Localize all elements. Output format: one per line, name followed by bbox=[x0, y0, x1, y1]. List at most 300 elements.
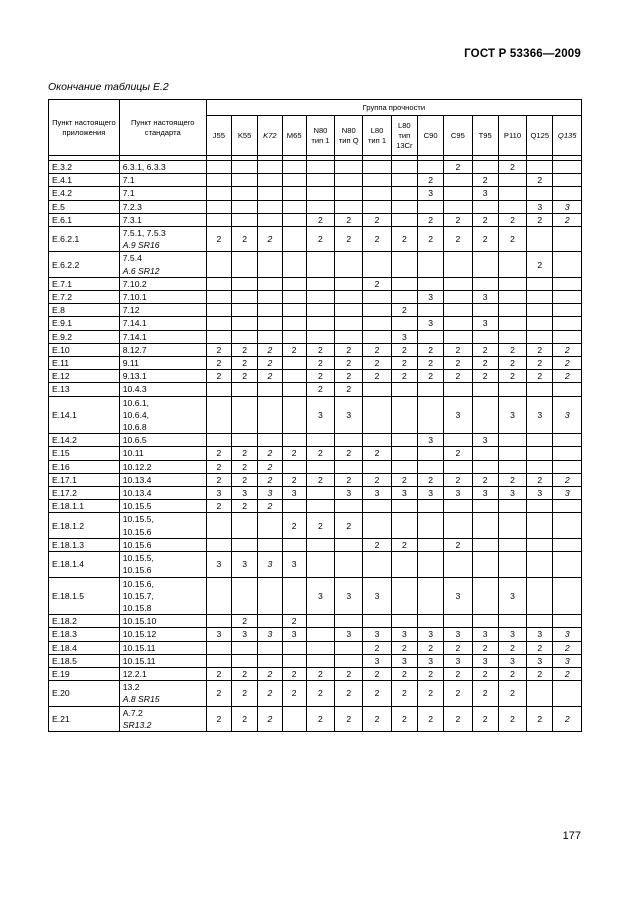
requirement-cell bbox=[527, 538, 553, 551]
standard-clause-line: 8.12.7 bbox=[122, 344, 147, 355]
requirement-cell bbox=[498, 500, 526, 513]
standard-clause bbox=[119, 641, 206, 654]
appendix-clause: E.18.1.4 bbox=[49, 552, 120, 577]
requirement-cell bbox=[363, 513, 391, 538]
standard-clause-line: 7.2.3 bbox=[122, 201, 142, 212]
appendix-clause: E.16 bbox=[49, 460, 120, 473]
requirement-cell bbox=[206, 200, 231, 213]
requirement-cell: 3 bbox=[417, 317, 443, 330]
requirement-cell: 2 bbox=[206, 447, 231, 460]
requirement-cell bbox=[444, 460, 472, 473]
requirement-cell bbox=[391, 460, 417, 473]
requirement-cell bbox=[527, 330, 553, 343]
grade-header: K55 bbox=[231, 116, 257, 156]
requirement-cell: 2 bbox=[527, 641, 553, 654]
requirement-cell: 3 bbox=[335, 628, 363, 641]
requirement-cell: 2 bbox=[498, 370, 526, 383]
table-row bbox=[49, 681, 582, 706]
standard-clause bbox=[119, 304, 206, 317]
requirement-cell bbox=[553, 291, 582, 304]
requirement-cell bbox=[282, 538, 306, 551]
standard-clause-line: 10.6.4, bbox=[122, 409, 150, 420]
requirement-cell bbox=[363, 161, 391, 174]
requirement-cell bbox=[391, 200, 417, 213]
requirement-cell: 2 bbox=[306, 383, 334, 396]
requirement-cell bbox=[472, 277, 498, 290]
requirement-cell bbox=[282, 500, 306, 513]
standard-clause bbox=[119, 330, 206, 343]
requirement-cell bbox=[282, 396, 306, 434]
requirement-cell: 2 bbox=[363, 447, 391, 460]
requirement-cell: 2 bbox=[444, 213, 472, 226]
appendix-clause: E.11 bbox=[49, 357, 120, 370]
standard-clause-line: 10.6.1, bbox=[122, 397, 150, 408]
appendix-clause: E.8 bbox=[49, 304, 120, 317]
requirement-cell: 2 bbox=[444, 343, 472, 356]
requirement-cell: 2 bbox=[417, 357, 443, 370]
requirement-cell: 2 bbox=[335, 343, 363, 356]
requirement-cell: 2 bbox=[363, 357, 391, 370]
requirement-cell: 2 bbox=[363, 641, 391, 654]
grade-header: Q135 bbox=[553, 116, 582, 156]
requirement-cell bbox=[527, 681, 553, 706]
appendix-clause: E.3.2 bbox=[49, 161, 120, 174]
requirement-cell: 2 bbox=[306, 370, 334, 383]
requirement-cell: 2 bbox=[231, 227, 257, 252]
appendix-clause: E.7.1 bbox=[49, 277, 120, 290]
requirement-cell bbox=[391, 174, 417, 187]
requirement-cell bbox=[527, 277, 553, 290]
requirement-cell: 2 bbox=[206, 500, 231, 513]
requirement-cell bbox=[527, 161, 553, 174]
requirement-cell: 2 bbox=[498, 227, 526, 252]
standard-clause-line: 9.13.1 bbox=[122, 371, 147, 382]
table-row bbox=[49, 447, 582, 460]
requirement-cell: 2 bbox=[206, 357, 231, 370]
requirement-cell bbox=[282, 252, 306, 277]
requirement-cell: 2 bbox=[553, 213, 582, 226]
table-row bbox=[49, 357, 582, 370]
requirement-cell: 2 bbox=[527, 667, 553, 680]
requirement-cell bbox=[306, 252, 334, 277]
requirement-cell: 2 bbox=[306, 706, 334, 731]
requirement-cell bbox=[231, 161, 257, 174]
requirement-cell bbox=[472, 577, 498, 615]
requirement-cell bbox=[282, 291, 306, 304]
requirement-cell: 2 bbox=[335, 447, 363, 460]
requirement-cell: 3 bbox=[417, 628, 443, 641]
requirement-cell: 2 bbox=[306, 343, 334, 356]
requirement-cell bbox=[231, 291, 257, 304]
requirement-cell: 3 bbox=[258, 628, 282, 641]
requirement-cell bbox=[553, 681, 582, 706]
requirement-cell bbox=[391, 252, 417, 277]
table-row bbox=[49, 473, 582, 486]
requirement-cell bbox=[258, 200, 282, 213]
requirement-cell: 2 bbox=[282, 615, 306, 628]
requirement-cell: 2 bbox=[258, 667, 282, 680]
requirement-cell bbox=[335, 500, 363, 513]
requirement-cell bbox=[444, 330, 472, 343]
requirement-cell: 2 bbox=[417, 473, 443, 486]
requirement-cell: 3 bbox=[282, 487, 306, 500]
requirement-cell: 2 bbox=[444, 357, 472, 370]
requirement-cell: 3 bbox=[391, 654, 417, 667]
requirement-cell bbox=[527, 552, 553, 577]
standard-clause-line: 13.2 bbox=[122, 682, 140, 693]
requirement-cell bbox=[527, 383, 553, 396]
requirement-cell: 2 bbox=[444, 447, 472, 460]
requirement-cell: 2 bbox=[282, 343, 306, 356]
requirement-cell: 3 bbox=[363, 654, 391, 667]
requirement-cell: 2 bbox=[363, 706, 391, 731]
requirement-cell: 3 bbox=[472, 487, 498, 500]
appendix-clause: E.18.1.3 bbox=[49, 538, 120, 551]
requirement-cell: 2 bbox=[444, 227, 472, 252]
requirement-cell: 2 bbox=[553, 667, 582, 680]
requirement-cell bbox=[498, 252, 526, 277]
requirement-cell bbox=[527, 304, 553, 317]
requirement-cell: 2 bbox=[335, 706, 363, 731]
requirement-cell: 2 bbox=[527, 343, 553, 356]
requirement-cell: 3 bbox=[206, 628, 231, 641]
document-header: ГОСТ Р 53366—2009 bbox=[464, 48, 581, 60]
requirement-cell bbox=[282, 383, 306, 396]
requirement-cell bbox=[472, 447, 498, 460]
standard-clause bbox=[119, 277, 206, 290]
standard-clause bbox=[119, 628, 206, 641]
requirement-cell bbox=[206, 615, 231, 628]
standard-clause-line: 10.15.11 bbox=[122, 655, 156, 666]
appendix-clause: E.18.1.2 bbox=[49, 513, 120, 538]
requirement-cell: 2 bbox=[472, 357, 498, 370]
requirement-cell: 2 bbox=[282, 447, 306, 460]
requirement-cell bbox=[282, 174, 306, 187]
requirement-cell bbox=[527, 187, 553, 200]
appendix-clause: E.18.1.1 bbox=[49, 500, 120, 513]
requirement-cell: 2 bbox=[498, 706, 526, 731]
standard-clause-line: SR13.2 bbox=[122, 719, 152, 730]
requirement-cell: 2 bbox=[363, 277, 391, 290]
requirement-cell bbox=[444, 174, 472, 187]
requirement-cell bbox=[258, 654, 282, 667]
requirement-cell bbox=[498, 200, 526, 213]
requirement-cell bbox=[206, 174, 231, 187]
appendix-clause: E.13 bbox=[49, 383, 120, 396]
table-row bbox=[49, 304, 582, 317]
requirement-cell: 2 bbox=[417, 213, 443, 226]
requirement-cell bbox=[363, 187, 391, 200]
appendix-clause: E.12 bbox=[49, 370, 120, 383]
requirement-cell bbox=[306, 615, 334, 628]
requirement-cell: 2 bbox=[391, 667, 417, 680]
requirement-cell bbox=[444, 500, 472, 513]
requirement-cell bbox=[335, 434, 363, 447]
requirement-cell: 3 bbox=[553, 487, 582, 500]
requirement-cell bbox=[258, 187, 282, 200]
requirement-cell bbox=[335, 200, 363, 213]
requirement-cell: 2 bbox=[444, 370, 472, 383]
requirement-cell: 2 bbox=[258, 357, 282, 370]
requirement-cell bbox=[206, 396, 231, 434]
requirement-cell: 2 bbox=[527, 370, 553, 383]
standard-clause-line: 10.11 bbox=[122, 448, 144, 459]
requirement-cell bbox=[282, 317, 306, 330]
table-row bbox=[49, 187, 582, 200]
requirement-cell bbox=[553, 174, 582, 187]
appendix-clause: E.6.2.1 bbox=[49, 227, 120, 252]
requirement-cell: 2 bbox=[335, 213, 363, 226]
requirement-cell: 2 bbox=[391, 706, 417, 731]
requirement-cell bbox=[527, 317, 553, 330]
requirement-cell: 2 bbox=[391, 538, 417, 551]
requirement-cell bbox=[527, 460, 553, 473]
table-row bbox=[49, 330, 582, 343]
requirement-cell bbox=[527, 500, 553, 513]
requirement-cell bbox=[553, 434, 582, 447]
requirement-cell: 2 bbox=[363, 227, 391, 252]
requirement-cell bbox=[444, 291, 472, 304]
requirement-cell: 2 bbox=[231, 681, 257, 706]
requirement-cell: 2 bbox=[391, 681, 417, 706]
requirement-cell bbox=[472, 500, 498, 513]
standard-clause-line: 10.4.3 bbox=[122, 384, 147, 395]
appendix-clause: E.18.4 bbox=[49, 641, 120, 654]
requirement-cell bbox=[498, 330, 526, 343]
standard-clause-line: A.8 SR15 bbox=[122, 694, 160, 705]
requirement-cell: 2 bbox=[553, 343, 582, 356]
requirement-cell bbox=[258, 641, 282, 654]
requirement-cell bbox=[553, 500, 582, 513]
requirement-cell bbox=[417, 396, 443, 434]
requirement-cell bbox=[282, 330, 306, 343]
requirement-cell: 3 bbox=[553, 654, 582, 667]
requirement-cell: 2 bbox=[306, 357, 334, 370]
grade-header: P110 bbox=[498, 116, 526, 156]
requirement-cell: 2 bbox=[498, 213, 526, 226]
requirement-cell bbox=[363, 500, 391, 513]
requirement-cell bbox=[472, 383, 498, 396]
requirement-cell bbox=[231, 252, 257, 277]
standard-clause-line: 10.12.2 bbox=[122, 461, 152, 472]
requirement-cell: 2 bbox=[527, 213, 553, 226]
requirement-cell: 3 bbox=[444, 577, 472, 615]
standard-clause-line: 10.13.4 bbox=[122, 488, 152, 499]
requirement-cell bbox=[498, 277, 526, 290]
requirement-cell bbox=[206, 252, 231, 277]
requirement-cell bbox=[527, 615, 553, 628]
requirement-cell bbox=[553, 304, 582, 317]
requirement-cell bbox=[306, 291, 334, 304]
requirement-cell bbox=[498, 538, 526, 551]
requirement-cell: 2 bbox=[363, 473, 391, 486]
standard-clause bbox=[119, 213, 206, 226]
requirement-cell: 2 bbox=[417, 641, 443, 654]
requirement-cell bbox=[553, 227, 582, 252]
requirement-cell bbox=[363, 330, 391, 343]
requirement-cell bbox=[553, 317, 582, 330]
standard-clause-line: 10.15.5, bbox=[122, 514, 154, 525]
requirement-cell bbox=[231, 641, 257, 654]
requirement-cell bbox=[206, 538, 231, 551]
requirement-cell bbox=[335, 252, 363, 277]
requirement-cell: 3 bbox=[306, 577, 334, 615]
standard-clause bbox=[119, 513, 206, 538]
table-row bbox=[49, 615, 582, 628]
requirement-cell: 2 bbox=[444, 538, 472, 551]
requirement-cell: 2 bbox=[258, 343, 282, 356]
requirement-cell bbox=[335, 317, 363, 330]
grade-header: N80 тип Q bbox=[335, 116, 363, 156]
appendix-clause: E.9.2 bbox=[49, 330, 120, 343]
requirement-cell: 3 bbox=[335, 577, 363, 615]
requirement-cell: 2 bbox=[258, 460, 282, 473]
requirement-cell: 3 bbox=[417, 434, 443, 447]
requirement-cell bbox=[206, 213, 231, 226]
requirement-cell: 3 bbox=[335, 396, 363, 434]
standard-clause bbox=[119, 654, 206, 667]
table-row bbox=[49, 161, 582, 174]
requirement-cell bbox=[444, 615, 472, 628]
table-row bbox=[49, 577, 582, 615]
requirement-cell bbox=[444, 187, 472, 200]
requirement-cell: 2 bbox=[231, 706, 257, 731]
grade-header: T95 bbox=[472, 116, 498, 156]
requirement-cell: 2 bbox=[553, 641, 582, 654]
requirement-cell: 3 bbox=[527, 200, 553, 213]
requirement-cell bbox=[444, 513, 472, 538]
requirement-cell: 2 bbox=[498, 667, 526, 680]
requirement-cell bbox=[282, 357, 306, 370]
requirement-cell: 2 bbox=[417, 681, 443, 706]
requirement-cell: 3 bbox=[444, 396, 472, 434]
standard-clause-line: 10.15.5, bbox=[122, 553, 154, 564]
requirement-cell bbox=[306, 500, 334, 513]
requirement-cell bbox=[258, 383, 282, 396]
requirement-cell: 2 bbox=[335, 383, 363, 396]
requirement-cell bbox=[335, 654, 363, 667]
requirement-cell bbox=[527, 447, 553, 460]
requirement-cell bbox=[335, 161, 363, 174]
requirement-cell: 2 bbox=[553, 473, 582, 486]
requirement-cell bbox=[231, 654, 257, 667]
requirement-cell bbox=[498, 383, 526, 396]
requirement-cell bbox=[306, 317, 334, 330]
requirement-cell bbox=[335, 304, 363, 317]
requirement-cell: 3 bbox=[363, 628, 391, 641]
requirement-cell bbox=[258, 434, 282, 447]
requirement-cell bbox=[472, 552, 498, 577]
standard-clause-line: 10.15.6 bbox=[122, 539, 152, 550]
requirement-cell bbox=[282, 187, 306, 200]
appendix-clause: E.17.1 bbox=[49, 473, 120, 486]
table-row bbox=[49, 317, 582, 330]
appendix-clause: E.9.1 bbox=[49, 317, 120, 330]
requirement-cell: 2 bbox=[282, 681, 306, 706]
requirement-cell bbox=[553, 277, 582, 290]
requirement-cell bbox=[417, 538, 443, 551]
requirement-cell: 2 bbox=[417, 227, 443, 252]
requirement-cell bbox=[498, 291, 526, 304]
requirement-cell bbox=[206, 577, 231, 615]
requirement-cell bbox=[363, 396, 391, 434]
requirement-cell: 2 bbox=[282, 473, 306, 486]
requirement-cell: 3 bbox=[206, 552, 231, 577]
requirement-cell: 2 bbox=[335, 667, 363, 680]
requirement-cell bbox=[258, 277, 282, 290]
requirement-cell bbox=[417, 304, 443, 317]
page-number: 177 bbox=[562, 830, 581, 842]
requirement-cell: 2 bbox=[258, 370, 282, 383]
requirement-cell: 3 bbox=[231, 552, 257, 577]
requirement-cell: 3 bbox=[472, 317, 498, 330]
table-row bbox=[49, 552, 582, 577]
requirement-cell bbox=[444, 277, 472, 290]
requirement-cell: 2 bbox=[231, 343, 257, 356]
requirement-cell: 3 bbox=[231, 487, 257, 500]
requirement-cell: 3 bbox=[282, 552, 306, 577]
requirement-cell bbox=[444, 317, 472, 330]
requirement-cell bbox=[472, 538, 498, 551]
standard-clause-line: 7.10.2 bbox=[122, 278, 147, 289]
requirement-cell bbox=[335, 538, 363, 551]
requirement-cell bbox=[417, 383, 443, 396]
requirement-cell: 3 bbox=[498, 654, 526, 667]
requirement-cell: 2 bbox=[258, 227, 282, 252]
requirement-cell: 2 bbox=[231, 460, 257, 473]
table-row bbox=[49, 434, 582, 447]
requirement-cell: 3 bbox=[444, 628, 472, 641]
requirement-cell: 2 bbox=[498, 343, 526, 356]
appendix-clause: E.10 bbox=[49, 343, 120, 356]
requirement-cell: 2 bbox=[363, 213, 391, 226]
requirement-cell: 2 bbox=[306, 681, 334, 706]
table-row bbox=[49, 500, 582, 513]
requirement-cell bbox=[417, 500, 443, 513]
requirement-cell bbox=[258, 538, 282, 551]
requirement-cell: 3 bbox=[258, 552, 282, 577]
requirement-cell bbox=[258, 317, 282, 330]
requirement-cell: 2 bbox=[472, 343, 498, 356]
requirement-cell bbox=[553, 577, 582, 615]
requirement-cell: 2 bbox=[498, 641, 526, 654]
appendix-clause: E.15 bbox=[49, 447, 120, 460]
requirement-cell bbox=[282, 227, 306, 252]
requirement-cell bbox=[258, 213, 282, 226]
table-row bbox=[49, 654, 582, 667]
standard-clause-line: 10.15.8 bbox=[122, 602, 152, 613]
requirement-cell bbox=[335, 174, 363, 187]
requirement-cell: 2 bbox=[335, 370, 363, 383]
requirement-cell: 2 bbox=[472, 667, 498, 680]
requirement-cell bbox=[231, 383, 257, 396]
standard-clause bbox=[119, 434, 206, 447]
requirement-cell bbox=[258, 396, 282, 434]
standard-clause-line: 10.13.4 bbox=[122, 474, 152, 485]
requirement-cell bbox=[391, 277, 417, 290]
standard-clause bbox=[119, 187, 206, 200]
standard-clause bbox=[119, 317, 206, 330]
requirement-cell bbox=[206, 641, 231, 654]
requirement-cell bbox=[391, 615, 417, 628]
requirement-cell: 3 bbox=[417, 654, 443, 667]
requirement-cell bbox=[258, 161, 282, 174]
requirement-cell: 2 bbox=[231, 473, 257, 486]
standard-clause-line: 7.10.1 bbox=[122, 292, 147, 303]
requirement-cell: 2 bbox=[335, 357, 363, 370]
requirement-cell bbox=[527, 577, 553, 615]
requirement-cell bbox=[363, 383, 391, 396]
